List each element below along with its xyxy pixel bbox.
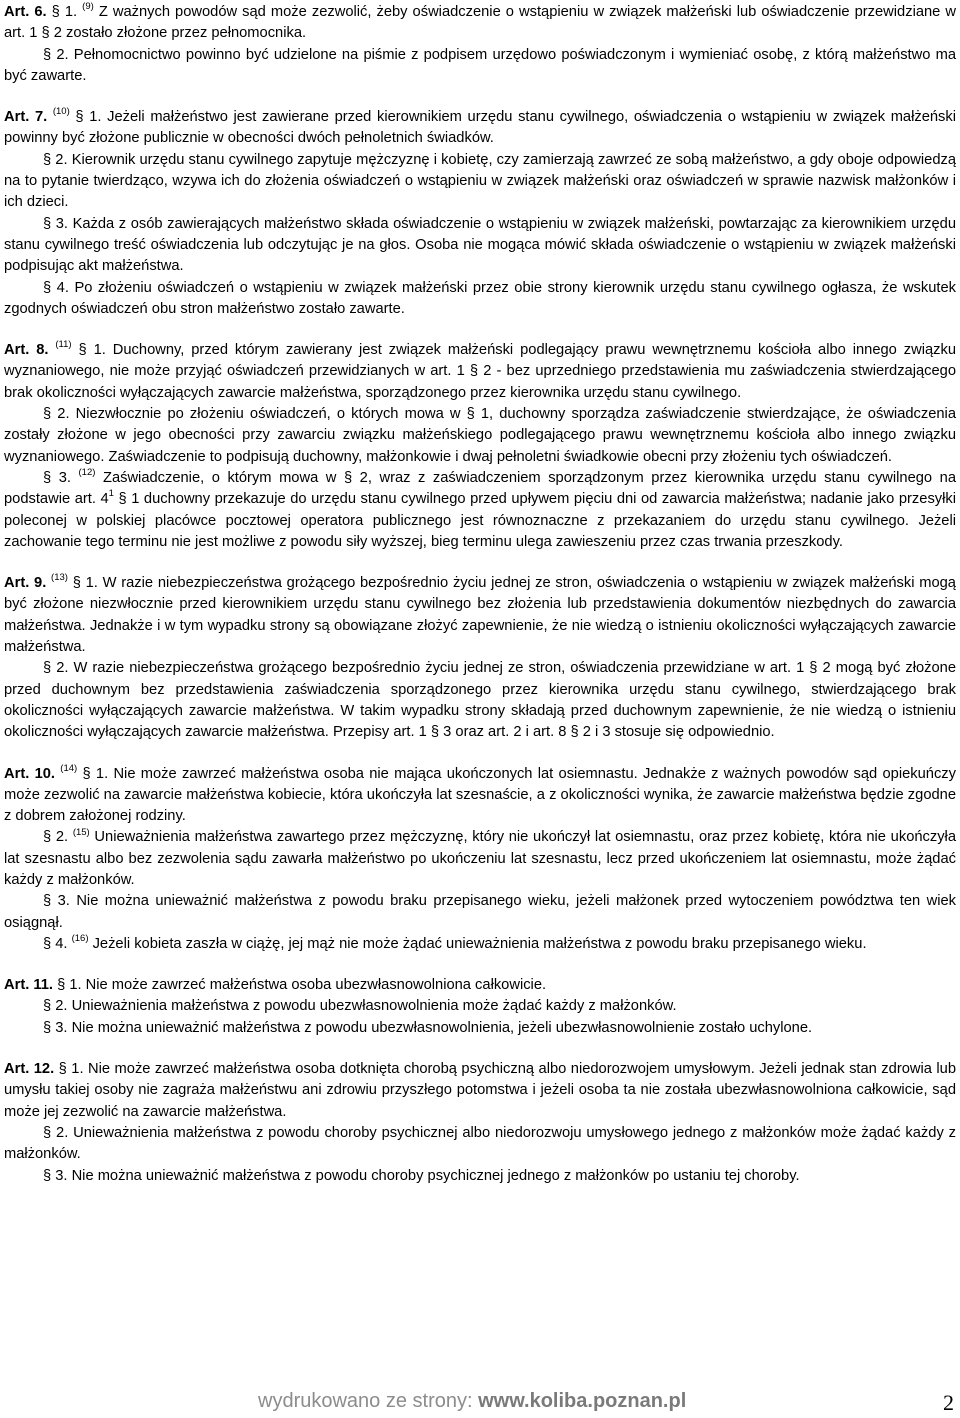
paragraph-text: § 1. Nie może zawrzeć małżeństwa osoba ubezwłasnowolniona całkowicie. — [52, 977, 547, 994]
article-paragraph — [4, 1123, 956, 1166]
article-opening-paragraph — [4, 107, 956, 150]
article-paragraph — [4, 934, 956, 955]
article-number: Art. 7. — [4, 109, 48, 126]
footnote-marker: 1 — [108, 488, 114, 500]
footnote-marker: (11) — [55, 339, 72, 351]
paragraph-text: § 2. — [43, 829, 73, 846]
article-paragraph — [4, 214, 956, 278]
article-art11 — [4, 975, 956, 1039]
article-paragraph — [4, 996, 956, 1017]
page-number: 2 — [943, 1390, 954, 1415]
article-number: Art. 10. — [4, 765, 55, 782]
paragraph-text: § 2. W razie niebezpieczeństwa grożącego bezpośrednio życiu jednej ze stron, oświadczenia przewidziane w art. 1 § 2 mogą być złożone przed duchownym bez przedstawienia zaświadczenia sporządzonego przez kierownika urzędu stanu cywilnego, stwierdzającego brak okoliczności wyłączających zawarcie małżeństwa. W takim wypadku strony składają przed duchownym zapewnienie, że nie wiedzą o istnieniu okoliczności wyłączających zawarcie małżeństwa. Przepisy art. 1 § 3 oraz art. 2 i art. 8 § 2 i 3 stosuje się odpowiednio. — [4, 660, 956, 741]
paragraph-text: § 3. Nie można unieważnić małżeństwa z powodu ubezwłasnowolnienia, jeżeli ubezwłasnowolnienie zostało uchylone. — [43, 1019, 813, 1036]
paragraph-text: Jeżeli kobieta zaszła w ciążę, jej mąż nie może żądać unieważnienia małżeństwa z powodu braku przepisanego wieku. — [88, 935, 867, 952]
footnote-marker: (16) — [71, 932, 89, 944]
article-paragraph — [4, 404, 956, 468]
article-paragraph — [4, 827, 956, 891]
article-paragraph — [4, 468, 956, 553]
paragraph-text: § 2. Unieważnienia małżeństwa z powodu ubezwłasnowolnienia może żądać każdy z małżonków. — [43, 998, 677, 1015]
paragraph-text: § 2. Kierownik urzędu stanu cywilnego zapytuje mężczyznę i kobietę, czy zamierzają zawrzeć ze sobą małżeństwo, a gdy oboje odpowiedzą na to pytanie twierdząco, wzywa ich do złożenia oświadczeń o wstąpieniu w związek małżeński oraz oświadczeń w sprawie nazwisk małżonków i ich dzieci. — [4, 151, 956, 211]
paragraph-text: § 4. — [43, 935, 72, 952]
article-art8 — [4, 340, 956, 553]
page-footer — [0, 1390, 956, 1416]
paragraph-text: § 1. Nie może zawrzeć małżeństwa osoba dotknięta chorobą psychiczną albo niedorozwojem umysłowym. Jeżeli jednak stan zdrowia lub umysłu takiej osoby nie zagraża małżeństwu ani zdrowiu przyszłego potomstwa i jeżeli osoba ta nie została ubezwłasnowolniona całkowicie, sąd może jej zezwolić na zawarcie małżeństwa. — [4, 1061, 956, 1120]
footnote-marker: (14) — [60, 762, 78, 774]
paragraph-text: § 1. Nie może zawrzeć małżeństwa osoba nie mająca ukończonych lat osiemnastu. Jednakże z ważnych powodów sąd opiekuńczy może zezwolić na zawarcie małżeństwa kobiecie, która ukończyła lat szesnaście, a z okoliczności wynika, że zawarcie małżeństwa będzie zgodne z dobrem założonej rodziny. — [4, 765, 956, 825]
footer-source-prefix: wydrukowano ze strony: — [258, 1390, 479, 1412]
paragraph-text: § 3. Każda z osób zawierających małżeństwo składa oświadczenie o wstąpieniu w związek małżeński, powtarzając za kierownikiem urzędu stanu cywilnego treść oświadczenia lub odczytując je na głos. Osoba nie mogąca mówić składa oświadczenie o wstąpieniu w związek małżeński podpisując akt małżeństwa. — [4, 215, 956, 275]
paragraph-text: § 3. Nie można unieważnić małżeństwa z powodu choroby psychicznej jednego z małżonków po ustaniu tej choroby. — [43, 1167, 800, 1184]
article-paragraph — [4, 1018, 956, 1039]
paragraph-text: § 2. Niezwłocznie po złożeniu oświadczeń, o których mowa w § 1, duchowny sporządza zaświadczenie stwierdzające, że oświadczenia zostały złożone w jego obecności przy zawarciu związku małżeńskiego podlegającego prawu wewnętrznemu kościoła albo innego związku wyznaniowego. Zaświadczenie to podpisują duchowny, małżonkowie i dwaj pełnoletni świadkowie obecni przy złożeniu tych oświadczeń. — [4, 406, 956, 465]
paragraph-text: Unieważnienia małżeństwa zawartego przez mężczyznę, który nie ukończył lat osiemnastu, oraz przez kobietę, która nie ukończyła lat szesnastu albo bez zezwolenia sądu zawarła małżeństwo po ukończeniu lat szesnastu, lecz przed ukończeniem lat osiemnastu, może żądać każdy z małżonków. — [4, 829, 956, 888]
article-art12 — [4, 1059, 956, 1187]
legal-document-body — [4, 2, 956, 1187]
footnote-marker: (13) — [51, 572, 68, 584]
paragraph-text: § 3. Nie można unieważnić małżeństwa z powodu braku przepisanego wieku, jeżeli małżonek przed wytoczeniem powództwa ten wiek osiągnął. — [4, 893, 956, 931]
article-opening-paragraph — [4, 975, 956, 996]
paragraph-text: Z ważnych powodów sąd może zezwolić, żeby oświadczenie o wstąpieniu w związek małżeński lub oświadczenie przewidziane w art. 1 § 2 zostało złożone przez pełnomocnika. — [4, 4, 956, 42]
paragraph-text — [47, 109, 53, 125]
paragraph-text: § 2. Pełnomocnictwo powinno być udzielone na piśmie z podpisem urzędowo poświadczonym i wymieniać osobę, z którą małżeństwo ma być zawarte. — [4, 46, 956, 84]
paragraph-text: § 4. Po złożeniu oświadczeń o wstąpieniu w związek małżeński przez obie strony kierownik urzędu stanu cywilnego ogłasza, że wskutek zgodnych oświadczeń obu stron małżeństwo zostało zawarte. — [4, 279, 956, 317]
article-art9 — [4, 573, 956, 743]
paragraph-text: § 3. — [43, 469, 79, 486]
article-number: Art. 8. — [4, 342, 49, 359]
footnote-marker: (9) — [82, 1, 94, 13]
paragraph-text: § 2. Unieważnienia małżeństwa z powodu choroby psychicznej albo niedorozwoju umysłowego jednego z małżonków może żądać każdy z małżonków. — [4, 1124, 956, 1163]
paragraph-text: § 1 duchowny przekazuje do urzędu stanu cywilnego przed upływem pięciu dni od zawarcia małżeństwa; nadanie jako przesyłki poleconej w polskiej placówce pocztowej operatora publicznego jest równoznaczne z przekazaniem do urzędu stanu cywilnego. Jeżeli zachowanie tego terminu nie jest możliwe z powodu siły wyższej, bieg terminu ulega zawieszeniu przez czas trwania przeszkody. — [4, 491, 957, 550]
article-paragraph — [4, 891, 956, 934]
article-opening-paragraph — [4, 2, 956, 45]
article-paragraph — [4, 1166, 956, 1187]
footer-source — [258, 1390, 686, 1413]
footer-source-link[interactable]: www.koliba.poznan.pl — [478, 1390, 687, 1412]
footnote-marker: (12) — [78, 467, 96, 479]
article-number: Art. 6. — [4, 4, 47, 20]
footnote-marker: (15) — [72, 826, 90, 838]
footnote-marker: (10) — [52, 106, 70, 118]
article-art6 — [4, 2, 956, 87]
article-number: Art. 12. — [4, 1061, 55, 1078]
paragraph-text: § 1. Duchowny, przed którym zawierany jest związek małżeński podlegający prawu wewnętrznemu kościoła albo innego związku wyznaniowego, nie może przyjąć oświadczeń przewidzianych w art. 1 § 2 - bez uprzedniego przedstawienia mu zaświadczenia stwierdzającego brak okoliczności wyłączających zawarcie małżeństwa, sporządzonego przez kierownika urzędu stanu cywilnego. — [4, 342, 956, 401]
paragraph-text: § 1. Jeżeli małżeństwo jest zawierane przed kierownikiem urzędu stanu cywilnego, oświadczenia o wstąpieniu w związek małżeński powinny być złożone publicznie w obecności dwóch pełnoletnich świadków. — [4, 109, 956, 147]
paragraph-text: § 1. W razie niebezpieczeństwa grożącego bezpośrednio życiu jednej ze stron, oświadczenia o wstąpieniu w związek małżeński mogą być złożone niezwłocznie przed kierownikiem urzędu stanu cywilnego bez złożenia lub przedstawienia dokumentów niezbędnych do zawarcia małżeństwa. Jednakże i w tym wypadku strony są obowiązane złożyć zapewnienie, że nie wiedzą o istnieniu okoliczności wyłączających zawarcie małżeństwa. — [4, 575, 956, 656]
article-paragraph — [4, 150, 956, 214]
article-opening-paragraph — [4, 764, 956, 828]
article-art7 — [4, 107, 956, 320]
article-opening-paragraph — [4, 1059, 956, 1123]
article-paragraph — [4, 278, 956, 321]
paragraph-text: § 1. — [46, 4, 83, 20]
article-number: Art. 11. — [4, 977, 53, 994]
article-art10 — [4, 764, 956, 956]
article-number: Art. 9. — [4, 575, 47, 592]
paragraph-text: Zaświadczenie, o którym mowa w § 2, wraz z zaświadczeniem sporządzonym przez kierownika urzędu stanu cywilnego na podstawie art. 4 — [4, 469, 956, 508]
article-opening-paragraph — [4, 573, 956, 658]
article-paragraph — [4, 45, 956, 88]
article-paragraph — [4, 658, 956, 743]
article-opening-paragraph — [4, 340, 956, 404]
